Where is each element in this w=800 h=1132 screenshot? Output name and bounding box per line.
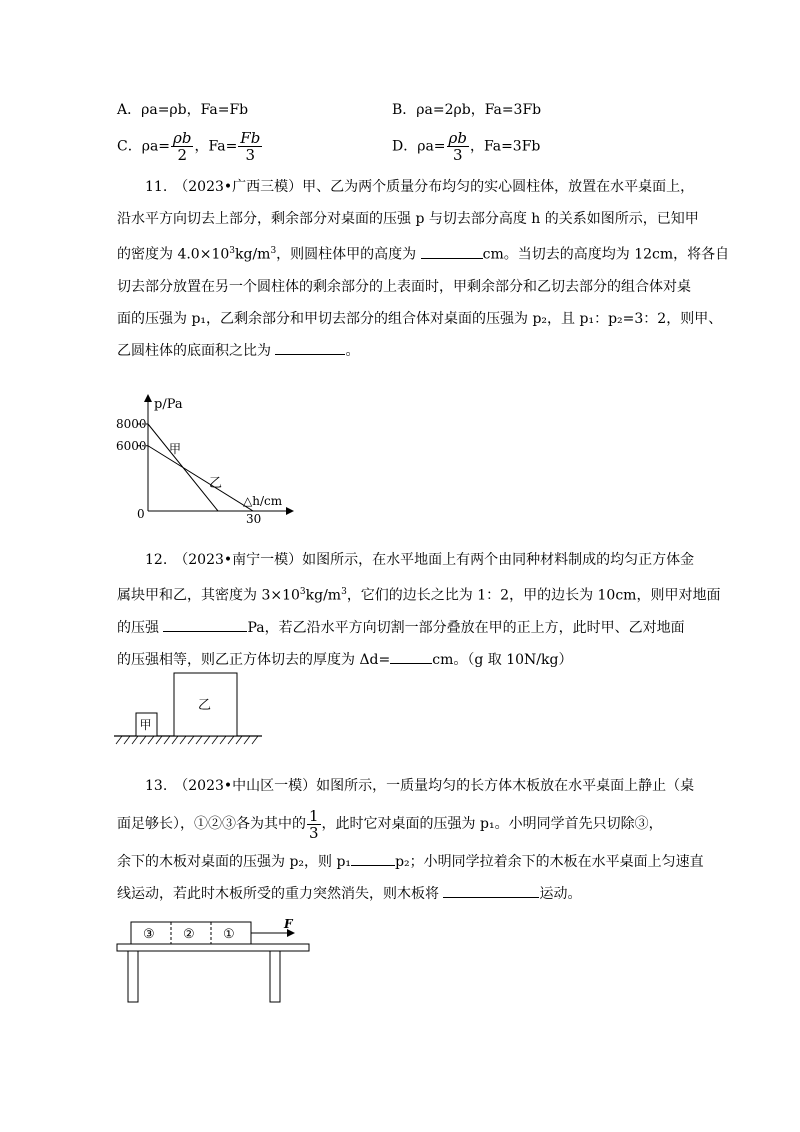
option-c-frac1 (171, 130, 193, 163)
part-2-label: ② (183, 927, 195, 942)
origin-label: 0 (137, 507, 145, 521)
y-axis-label: p/Pa (154, 397, 183, 412)
option-c-frac2 (238, 130, 262, 163)
frac-numerator: Fb (240, 129, 261, 147)
q11-sup: 3 (229, 246, 235, 256)
frac-numerator: ρb (448, 129, 467, 147)
option-a-letter: A． (117, 102, 142, 118)
question-12 (117, 544, 721, 676)
option-d-letter: D． (392, 138, 418, 155)
q11-ratio-text: 乙圆柱体的底面积之比为 (117, 342, 276, 359)
q13-line-3-end: p₂；小明同学拉着余下的木板在水平桌面上匀速直 (395, 854, 704, 870)
q11-height-text: ，则圆柱体甲的高度为 (276, 246, 421, 263)
option-d-pre: ρa= (417, 138, 446, 155)
option-c-pre: ρa= (141, 138, 171, 155)
option-b-text: ρa=2ρb，Fa=3Fb (416, 102, 542, 118)
q12-thickness-text: 的压强相等，则乙正方体切去的厚度为 Δd= (117, 651, 391, 668)
q11-line-1: 11. （2023•广西三模）甲、乙为两个质量分布均匀的实心圆柱体，放置在水平桌面上， (145, 179, 695, 195)
q13-board-figure (112, 912, 312, 1007)
q12-density-text: 属块甲和乙，其密度为 3×10 (117, 587, 300, 604)
q11-blank-2 (275, 340, 345, 355)
q13-fraction (307, 808, 321, 841)
q12-unit: kg/m (305, 587, 342, 604)
option-b (392, 99, 541, 119)
q11-pressure-chart (110, 390, 310, 525)
x-axis-label: △h/cm (243, 494, 283, 508)
frac-numerator: 1 (309, 806, 319, 825)
q11-unit: kg/m (235, 246, 271, 263)
q12-line-2-end: ，它们的边长之比为 1：2，甲的边长为 10cm，则甲对地面 (346, 587, 721, 604)
q12-line-2 (117, 576, 721, 612)
question-11 (117, 171, 730, 367)
q11-blank-1 (421, 244, 483, 259)
y-tick-label-6000: 6000 (116, 438, 147, 453)
option-a (117, 99, 248, 119)
q11-line-3-end: cm。当切去的高度均为 12cm，将各自 (482, 246, 730, 263)
q11-period: 。 (345, 342, 360, 359)
option-d-post: ，Fa=3Fb (469, 138, 541, 155)
option-c (117, 130, 263, 163)
q13-line-2-end: ，此时它对桌面的压强为 p₁。小明同学首先只切除③， (321, 816, 663, 832)
series-label-yi: 乙 (209, 476, 223, 491)
q13-blank-1 (351, 851, 395, 866)
series-label-jia: 甲 (169, 442, 182, 456)
option-a-text: ρa=ρb，Fa=Fb (141, 102, 249, 118)
option-d (392, 130, 540, 163)
q11-line-2: 沿水平方向切去上部分，剩余部分对桌面的压强 p 与切去部分高度 h 的关系如图所示，已知甲 (117, 211, 699, 227)
frac-numerator: ρb (173, 129, 192, 147)
q12-pressure-text: 的压强 (117, 619, 164, 636)
q13-line-1: 13. （2023•中山区一模）如图所示，一质量均匀的长方体木板放在水平桌面上静止（桌 (145, 778, 695, 794)
series-line-yi (148, 446, 253, 511)
q12-blank-2 (390, 649, 432, 664)
q12-sup2: 3 (341, 587, 347, 597)
table-leg-right (270, 951, 280, 1002)
q13-parts-text: 面足够长），①②③各为其中的 (117, 816, 306, 832)
q12-line-4-end: cm。（g 取 10N/kg） (432, 651, 573, 668)
q11-sup2: 3 (270, 246, 277, 256)
q11-line-5: 面的压强为 p₁，乙剩余部分和甲切去部分的组合体对桌面的压强为 p₂，且 p₁：p₂=3：2，则甲、 (117, 310, 723, 327)
q13-p2-text: 余下的木板对桌面的压强为 p₂，则 p₁ (117, 854, 352, 870)
q12-cubes-figure (112, 668, 272, 748)
q11-line-4: 切去部分放置在另一个圆柱体的剩余部分的上表面时，甲剩余部分和乙切去部分的组合体对桌 (117, 278, 691, 295)
q13-line-4-end: 运动。 (539, 886, 582, 902)
q12-sup: 3 (299, 587, 306, 597)
question-13 (117, 770, 704, 910)
q12-line-3 (117, 612, 697, 644)
frac-denominator: 3 (245, 146, 256, 164)
q13-blank-2 (443, 883, 539, 898)
q13-line-3 (117, 846, 704, 878)
option-d-frac1 (447, 130, 469, 163)
force-label: F (284, 917, 293, 931)
ground-hatching (116, 736, 258, 744)
table-top (117, 944, 309, 951)
q12-line-1: 12. （2023•南宁一模）如图所示，在水平地面上有两个由同种材料制成的均匀正方体金 (145, 552, 695, 568)
q11-line-6 (117, 335, 697, 367)
q13-line-2 (117, 802, 697, 846)
q11-line-3 (117, 235, 730, 271)
cube-yi-label: 乙 (198, 698, 212, 713)
q13-line-4 (117, 878, 697, 910)
part-1-label: ① (223, 927, 235, 942)
option-c-letter: C． (117, 138, 142, 155)
q12-blank-1 (163, 617, 247, 632)
frac-denominator: 3 (309, 823, 319, 842)
q11-density-text: 的密度为 4.0×10 (117, 246, 230, 263)
part-3-label: ③ (143, 927, 155, 942)
option-c-mid: ，Fa= (194, 138, 238, 155)
y-tick-label-8000: 8000 (116, 417, 147, 431)
frac-denominator: 2 (177, 146, 188, 164)
frac-denominator: 3 (452, 146, 463, 164)
q13-motion-text: 线运动，若此时木板所受的重力突然消失，则木板将 (117, 886, 444, 902)
table-leg-left (128, 951, 138, 1002)
cube-jia-label: 甲 (139, 718, 152, 732)
q12-line-3-end: Pa，若乙沿水平方向切割一部分叠放在甲的正上方，此时甲、乙对地面 (247, 619, 685, 636)
option-b-letter: B． (392, 102, 417, 118)
x-tick-label-30: 30 (246, 512, 262, 525)
